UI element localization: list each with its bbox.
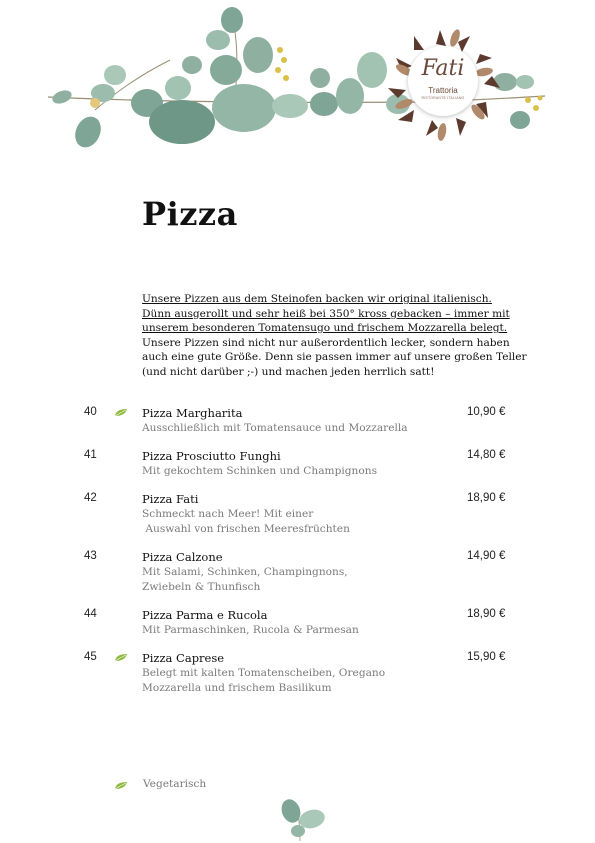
menu-item-number: 42 — [84, 492, 97, 504]
intro-line: (und nicht darüber ;-) und machen jeden herrlich satt! — [142, 365, 435, 378]
menu-item-description-line: Ausschließlich mit Tomatensauce und Mozzarella — [142, 422, 408, 434]
menu-item-name: Pizza Fati — [142, 492, 199, 506]
menu-item-price: 14,90 € — [467, 550, 506, 562]
menu-item-description — [142, 421, 408, 436]
menu-item-price: 14,80 € — [467, 449, 506, 461]
menu-item-number: 44 — [84, 608, 97, 620]
vegetarian-leaf-icon — [114, 408, 128, 417]
menu-item-name: Pizza Parma e Rucola — [142, 608, 268, 622]
intro-text — [142, 292, 547, 380]
menu-item-description-line: Mozzarella und frischem Basilikum — [142, 681, 332, 694]
menu-item-description-line: Zwiebeln & Thunfisch — [142, 580, 261, 593]
logo-name: Fati — [421, 56, 465, 81]
menu-item-description-line: Belegt mit kalten Tomatenscheiben, Oregano — [142, 667, 386, 679]
leaf-icon — [114, 781, 128, 790]
menu-item-number: 41 — [84, 449, 97, 461]
menu-item-description — [142, 464, 377, 479]
intro-line: unserem besonderen Tomatensugo und frischem Mozzarella belegt. — [142, 322, 508, 335]
logo-tagline: RISTORANTE ITALIANO — [421, 96, 465, 100]
menu-item-price: 15,90 € — [467, 651, 506, 663]
legend-vegetarian-label: Vegetarisch — [143, 778, 207, 790]
menu-item-number: 45 — [84, 651, 97, 663]
menu-item-name: Pizza Caprese — [142, 651, 225, 665]
menu-item-name: Pizza Margharita — [142, 406, 243, 420]
menu-item-description-line: Mit Salami, Schinken, Champingnons, — [142, 566, 348, 578]
menu-item-description — [142, 666, 385, 695]
menu-item-price: 18,90 € — [467, 608, 506, 620]
menu-item-description-line: Mit gekochtem Schinken und Champignons — [142, 465, 378, 477]
menu-item-description — [142, 507, 350, 536]
menu-item-description-line: Mit Parmaschinken, Rucola & Parmesan — [142, 624, 359, 636]
menu-item-price: 10,90 € — [467, 406, 506, 418]
intro-line: auch eine gute Größe. Denn sie passen immer auf unsere großen Teller — [142, 351, 527, 364]
page-title: Pizza — [142, 195, 238, 233]
menu-item-price: 18,90 € — [467, 492, 506, 504]
intro-line: Unsere Pizzen sind nicht nur außerordentlich lecker, sondern haben — [142, 336, 510, 349]
intro-line: Unsere Pizzen aus dem Steinofen backen wir original italienisch. — [142, 293, 492, 305]
menu-item-description-line: Schmeckt nach Meer! Mit einer — [142, 508, 314, 520]
menu-item-description — [142, 623, 359, 638]
footer-eucalyptus-icon — [276, 797, 330, 843]
eucalyptus-garland — [0, 0, 595, 160]
menu-item-name: Pizza Prosciutto Funghi — [142, 449, 281, 463]
vegetarian-leaf-icon — [114, 653, 128, 662]
menu-item-name: Pizza Calzone — [142, 550, 223, 564]
menu-item-number: 43 — [84, 550, 97, 562]
logo-subtitle: Trattoria — [428, 86, 458, 95]
menu-item-description — [142, 565, 348, 594]
menu-item-number: 40 — [84, 406, 97, 418]
menu-item-description-line: Auswahl von frischen Meeresfrüchten — [142, 522, 350, 535]
intro-line: Dünn ausgerollt und sehr heiß bei 350° kross gebacken – immer mit — [142, 307, 510, 320]
